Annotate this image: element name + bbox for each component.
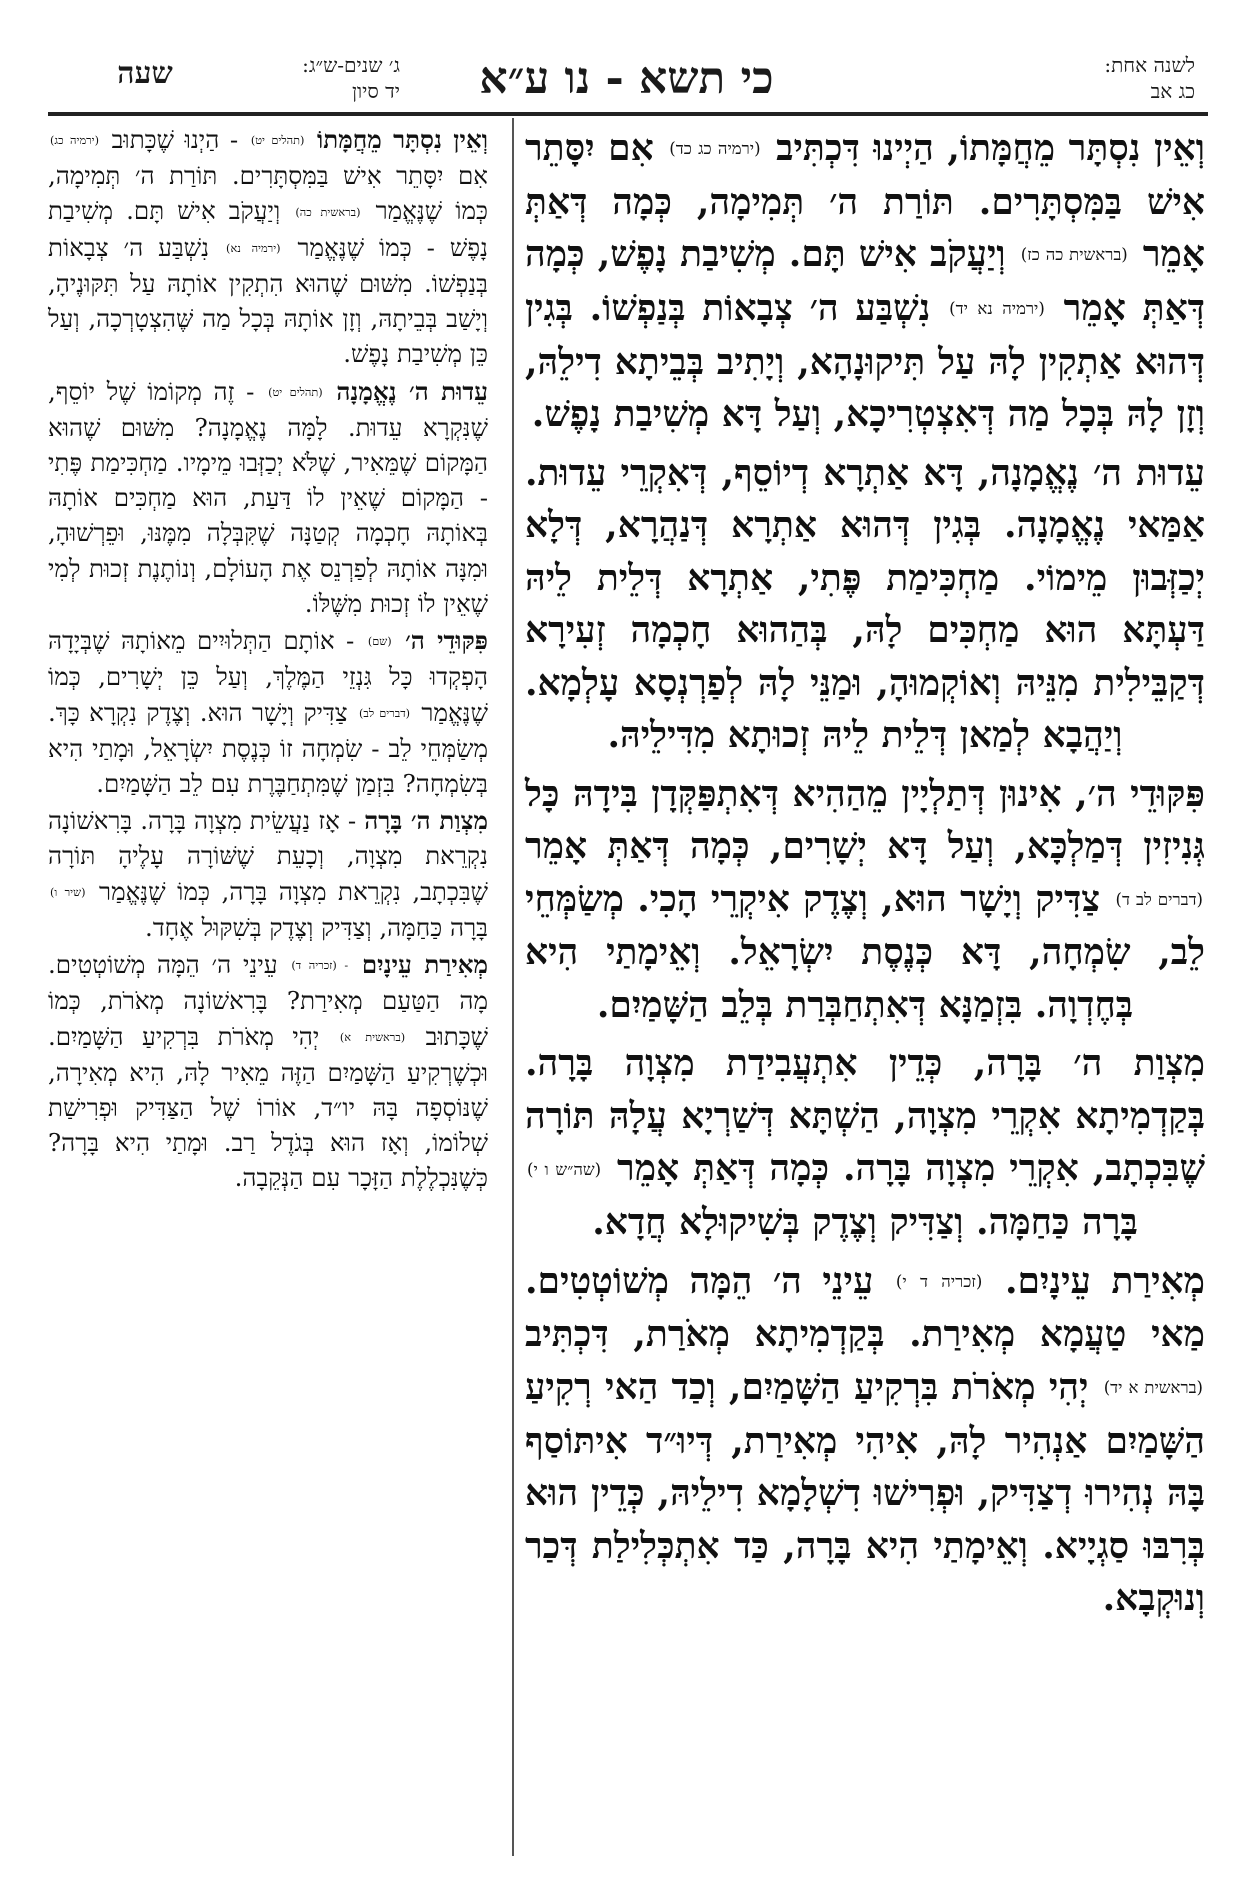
citation: (תהלים יט) <box>268 385 323 399</box>
main-text: וְיַעֲקֹב אִישׁ תָּם. מְשִׁיבַת נָפֶשׁ, כְּמָה דְּאַתְּ אָמֵר <box>525 233 1205 329</box>
main-text: וְאֵין נִסְתָּר מֵחֲמָּתוֹ, הַיְינוּ דִּכְתִּיב <box>776 127 1205 169</box>
main-paragraph <box>525 768 1205 1032</box>
translation-text: - זֶה מְקוֹמוֹ שֶׁל יוֹסֵף, שֶׁנִּקְרָא עֵדוּת. לָמָּה נֶאֱמָנָה? מִשּׁוּם שֶׁהוּא הַמָּקוֹם שֶׁמֵּאִיר, שֶׁלֹּא יְכַזְּבוּ מֵימָיו. מַחְכִּימַת פֶּתִי - הַמָּקוֹם שֶׁאֵין לוֹ דַּעַת, הוּא מַחְכִּים אוֹתָהּ בְּאוֹתָהּ חָכְמָה קְטַנָּה שֶׁקִּבְּלָה מִמֶּנּוּ, וּפֵרְשׁוּהָ, וּמִנָּה אוֹתָהּ לְפַרְנֵס אֶת הָעוֹלָם, וְנוֹתֶנֶת זְכוּת לְמִי שֶׁאֵין לוֹ זְכוּת מִשֶּׁלּוֹ. <box>48 376 488 618</box>
translation-text: נִשְׁבַּע ה׳ צְבָאוֹת בְּנַפְשׁוֹ. מִשּׁוּם שֶׁהוּא הִתְקִין אוֹתָהּ עַל תִּקּוּנֶיהָ, וְיָשַׁב בְּבֵיתָהּ, וְזָן אוֹתָהּ בְּכָל מַה שֶּׁהִצְטָרְכָה, וְעַל כֵּן מְשִׁיבַת נָפֶשׁ. <box>48 232 488 369</box>
translation-paragraph <box>48 374 488 621</box>
paragraph-lead: מְאִירַת עֵינָיִם <box>361 950 489 980</box>
translation-paragraph <box>48 122 488 372</box>
paragraph-lead: מִצְוַת ה׳ בָּרָה <box>364 806 488 836</box>
translation-paragraph <box>48 623 488 801</box>
main-text: צַדִּיק וְיָשָׁר הוּא, וְצֶדֶק אִיקְרֵי הָכִי. מְשַׂמְּחֵי לֵב, שִׂמְחָה, דָּא כְּנֶסֶת יִשְׂרָאֵל. וְאֵימָתַי הִיא בְּחֶדְוָה. בִּזְמַנָּא דְּאִתְחַבְּרַת בְּלֵב הַשָּׁמַיִם. <box>525 877 1205 1026</box>
citation: (בראשית א) <box>339 1030 406 1044</box>
translation-column <box>48 122 488 1196</box>
page-title: כי תשא - נו ע״א <box>479 53 774 104</box>
citation: - (זכריה ד) <box>291 959 349 973</box>
citation: (ירמיה כג כד) <box>669 139 761 159</box>
header-three-year-schedule <box>250 52 400 110</box>
citation: (דברים לב ד) <box>1115 889 1203 909</box>
main-text: פִּקּוּדֵי ה׳, אִינוּן דְּתַלְיָין מֵהַהִיא דְּאִתְפַּקְּדָן בִּידָהּ כָּל גְּנִיזִין דְּמַלְכָּא, וְעַל דָּא יְשָׁרִים, כְּמָה דְּאַתְּ אָמֵר <box>525 772 1205 868</box>
translation-text: אִם יִסָּתֵר אִישׁ בַּמִּסְתָּרִים. תּוֹרַת ה׳ תְּמִימָה, כְּמוֹ שֶׁנֶּאֱמַר <box>48 161 488 226</box>
citation: (דברים לב) <box>359 706 411 720</box>
main-paragraph <box>525 1255 1205 1625</box>
paragraph-lead: וְאֵין נִסְתָּר מֵחֲמָּתוֹ <box>316 125 488 154</box>
main-paragraph <box>525 447 1205 762</box>
translation-text: עֵינֵי ה׳ הֵמָּה מְשׁוֹטְטִים. מָה הַטַּעַם מְאִירַת? בָּרִאשׁוֹנָה מְאֹרֹת, כְּמוֹ שֶׁכָּתוּב <box>48 950 489 1051</box>
header-hour-label: שעה <box>117 56 173 91</box>
translation-paragraph <box>48 947 488 1196</box>
citation: (ירמיה נא) <box>226 241 281 255</box>
citation: (שה״ש ו י) <box>527 1159 602 1179</box>
citation: (שם) <box>367 635 392 649</box>
header-one-year-label: לשנה אחת: <box>1104 53 1195 77</box>
main-text-column <box>525 122 1205 1625</box>
translation-paragraph <box>48 803 488 945</box>
header-one-year-date: כג אב <box>1150 79 1195 103</box>
citation: (ירמיה נא יד) <box>949 299 1045 319</box>
citation: (בראשית א יד) <box>1103 1378 1203 1398</box>
translation-text: בָּרָה כַּחַמָּה, וְצַדִּיק וְצֶדֶק בְּשִׁקּוּל אֶחָד. <box>145 912 488 942</box>
main-text: בָּרָה כַּחַמָּה. וְצַדִּיק וְצֶדֶק בְּשִׁיקוּלָא חֲדָא. <box>592 1201 1138 1244</box>
citation: (בראשית כה) <box>295 205 361 219</box>
header-divider <box>48 112 1208 116</box>
main-text: מְאִירַת עֵינָיִם. <box>1004 1259 1205 1302</box>
translation-text: וְיַעֲקֹב אִישׁ תָּם. מְשִׁיבַת נָפֶשׁ - כְּמוֹ שֶׁנֶּאֱמַר <box>48 196 489 262</box>
translation-text: - הַיְנוּ שֶׁכָּתוּב <box>111 125 239 154</box>
main-text: מִצְוַת ה׳ בָּרָה, כְּדֵין אִתְעֲבִידַת מִצְוָה בָּרָה. בְּקַדְמִיתָא אִקְרֵי מִצְוָה, הַשְׁתָּא דְּשַׁרְיָא עֲלָהּ תּוֹרָה שֶׁבִּכְתָב, אִקְרֵי מִצְוָה בָּרָה. כְּמָה דְּאַתְּ אָמֵר <box>525 1042 1205 1190</box>
main-paragraph <box>525 1037 1205 1248</box>
header-one-year-schedule <box>1045 52 1195 110</box>
main-paragraph <box>525 122 1205 441</box>
citation: (תהלים יט) <box>250 134 305 148</box>
translation-text: יְהִי מְאֹרֹת בִּרְקִיעַ הַשָּׁמַיִם. וּכְשֶׁרְקִיעַ הַשָּׁמַיִם הַזֶּה מֵאִיר לָהּ, הִיא מְאִירָה, שֶׁנּוֹסְפָה בָּהּ יו״ד, אוֹרוֹ שֶׁל הַצַּדִּיק וּפְרִישַׁת שְׁלוֹמוֹ, וְאָז הוּא בְּגֹדֶל רַב. וּמָתַי הִיא בָּרָה? כְּשֶׁנִּכְלֶלֶת הַזָּכָר עִם הַנְּקֵבָה. <box>48 1021 488 1193</box>
main-text: נִשְׁבַּע ה׳ צְבָאוֹת בְּנַפְשׁוֹ. בְּגִין דְּהוּא אַתְקִין לָהּ עַל תִּיקוּנָהָא, וְיָתִיב בְּבֵיתָא דִילֵהּ, וְזָן לָהּ בְּכָל מַה דְּאִצְטְרִיכָא, וְעַל דָּא מְשִׁיבַת נָפֶשׁ. <box>525 286 1205 436</box>
header-three-year-label: ג׳ שנים-ש״ג: <box>302 53 400 77</box>
main-text: יְהִי מְאֹרֹת בִּרְקִיעַ הַשָּׁמַיִם, וְכַד הַאי רְקִיעַ הַשָּׁמַיִם אַנְהִיר לָהּ, אִיהִי מְאִירַת, דְּיוּ״ד אִיתּוֹסַף בָּהּ נְהִירוּ דְצַדִּיק, וּפְרִישׁוּ דִשְׁלָמָא דִילֵיהּ, כְּדֵין הוּא בְּרִבּוּ סַגְיָיא. וְאֵימָתַי הִיא בָּרָה, כַּד אִתְכְּלִילַת דְּכַר וְנוּקְבָא. <box>525 1365 1205 1620</box>
citation: (זכריה ד י) <box>895 1271 983 1291</box>
paragraph-lead: עֵדוּת ה׳ נֶאֱמָנָה <box>336 376 489 406</box>
paragraph-lead: פִּקּוּדֵי ה׳ <box>405 626 489 656</box>
translation-text: - אוֹתָם הַתְּלוּיִים מֵאוֹתָהּ שֶׁבְּיָדָהּ הָפְקְדוּ כָּל גִּנְזֵי הַמֶּלֶךְ, וְעַל כֵּן יְשָׁרִים, כְּמוֹ שֶׁנֶּאֱמַר <box>48 626 488 727</box>
translation-text: צַדִּיק וְיָשָׁר הוּא. וְצֶדֶק נִקְרָא כָּךְ. מְשַׂמְּחֵי לֵב - שִׂמְחָה זוֹ כְּנֶסֶת יִשְׂרָאֵל, וּמָתַי הִיא בְּשִׂמְחָה? בִּזְמַן שֶׁמִּתְחַבֶּרֶת עִם לֵב הַשָּׁמַיִם. <box>48 697 488 799</box>
main-text: עֵדוּת ה׳ נֶאֱמָנָה, דָּא אַתְרָא דְיוֹסֵף, דְּאִקְרֵי עֵדוּת. אַמַּאי נֶאֱמָנָה. בְּגִין דְּהוּא אַתְרָא דְּנַהֲרָא, דְּלָא יְכַזְּבוּן מֵימוֹי. מַחְכִּימַת פֶּתִי, אַתְרָא דְּלֵית לֵיהּ דַּעְתָּא הוּא מַחְכִּים לָהּ, בְּהַהוּא חָכְמָה זְעִירָא דְּקַבֵּילִית מִנֵּיהּ וְאוֹקְמוּהָ, וּמַנֵּי לָהּ לְפַרְנְסָא עָלְמָא. וְיַהֲבָא לְמַאן דְּלֵית לֵיהּ זְכוּתָא מִדִּילֵיהּ. <box>525 451 1205 757</box>
citation: (ירמיה כג) <box>50 134 100 148</box>
citation: (בראשית כה כז) <box>1020 245 1128 265</box>
main-text: אִם יִסָּתֵר אִישׁ בַּמִּסְתָּרִים. תּוֹרַת ה׳ תְּמִימָה, כְּמָה דְּאַתְּ אָמֵר <box>525 127 1205 276</box>
main-text: עֵינֵי ה׳ הֵמָּה מְשׁוֹטְטִים. מַאי טַעֲמָא מְאִירַת. בְּקַדְמִיתָא מְאֹרַת, דִּכְתִּיב <box>525 1259 1205 1356</box>
header-three-year-date: יד סיון <box>351 79 400 103</box>
column-divider <box>512 118 514 1856</box>
translation-text: - אָז נַעֲשֵׂית מִצְוָה בָּרָה. בָּרִאשׁוֹנָה נִקְרֵאת מִצְוָה, וְכָעֵת שֶׁשּׁוֹרָה עָלֶיהָ תּוֹרָה שֶׁבִּכְתָב, נִקְרֵאת מִצְוָה בָּרָה, כְּמוֹ שֶׁנֶּאֱמַר <box>48 806 488 906</box>
citation: (שיר ו) <box>50 885 86 899</box>
